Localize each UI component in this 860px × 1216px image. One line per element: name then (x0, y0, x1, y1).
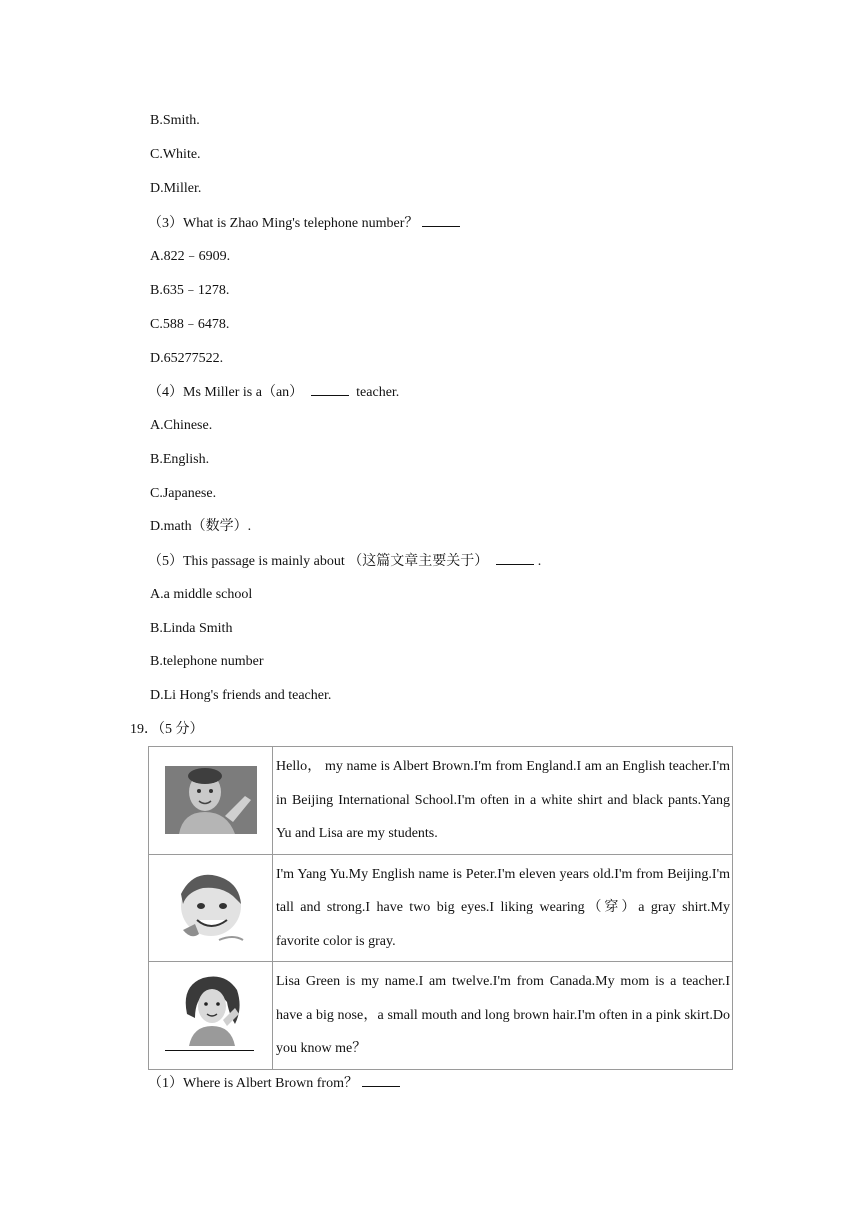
option-a-822: A.822﹣6909. (150, 249, 231, 264)
smiling-child-photo (173, 870, 249, 946)
table-row (149, 962, 733, 1070)
question-4-tail: teacher. (356, 385, 400, 400)
profile-text-cell (273, 854, 733, 962)
profile-text-cell (273, 962, 733, 1070)
option-b-smith: B.Smith. (150, 113, 200, 128)
sub-1-text: （1）Where is Albert Brown from？ (148, 1076, 358, 1091)
lisa-green-text: Lisa Green is my name.I am twelve.I'm from Canada.My mom is a teacher.I have a big nose，a small mouth and long brown hair.I'm often in a pink skirt.Do you know me？ (276, 974, 730, 1056)
albert-brown-text: Hello， my name is Albert Brown.I'm from England.I am an English teacher.I'm in Beijing International School.I'm often in a white shirt and black pants.Yang Yu and Lisa are my students. (276, 759, 730, 841)
question-5-text: （5）This passage is mainly about （这篇文章主要关于） (148, 554, 489, 569)
photo-cell (149, 854, 273, 962)
option-b-telephone-number: B.telephone number (150, 654, 264, 669)
yang-yu-text: I'm Yang Yu.My English name is Peter.I'm eleven years old.I'm from Beijing.I'm tall and strong.I have two big eyes.I liking wearing（穿）a gray shirt.My favorite color is gray. (276, 866, 730, 949)
answer-blank (362, 1074, 400, 1087)
question-5 (148, 552, 541, 571)
option-d-math: D.math（数学）. (150, 519, 252, 534)
question-3-text: （3）What is Zhao Ming's telephone number？ (148, 216, 419, 231)
option-d-miller: D.Miller. (150, 181, 202, 196)
profiles-table (148, 746, 733, 1070)
option-d-li-hong: D.Li Hong's friends and teacher. (150, 688, 332, 703)
question-3 (148, 214, 464, 233)
question-19-sub-1 (148, 1074, 404, 1093)
option-b-english: B.English. (150, 452, 210, 467)
option-c-white: C.White. (150, 147, 201, 162)
option-d-652: D.65277522. (150, 351, 224, 366)
curly-haired-girl-photo (179, 974, 243, 1046)
option-c-japanese: C.Japanese. (150, 486, 217, 501)
photo-cell (149, 747, 273, 855)
answer-blank (422, 214, 460, 227)
boy-portrait-photo (165, 766, 257, 834)
table-row (149, 854, 733, 962)
answer-blank (311, 383, 349, 396)
question-4-text: （4）Ms Miller is a（an） (148, 385, 304, 400)
question-4 (148, 383, 399, 402)
option-a-chinese: A.Chinese. (150, 418, 213, 433)
option-a-middle-school: A.a middle school (150, 587, 253, 602)
photo-underline (165, 1050, 254, 1051)
option-b-linda-smith: B.Linda Smith (150, 621, 233, 636)
table-row (149, 747, 733, 855)
option-b-635: B.635﹣1278. (150, 283, 230, 298)
photo-cell (149, 962, 273, 1070)
question-19-label: 19．（5 分） (130, 722, 204, 737)
answer-blank (496, 552, 534, 565)
option-c-588: C.588﹣6478. (150, 317, 230, 332)
profile-text-cell (273, 747, 733, 855)
question-5-tail: . (537, 554, 542, 569)
